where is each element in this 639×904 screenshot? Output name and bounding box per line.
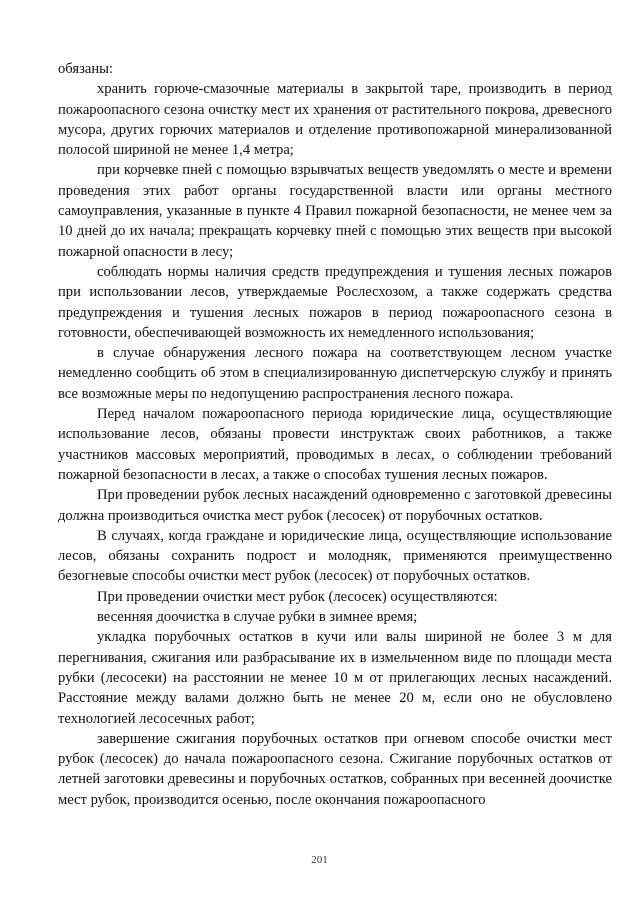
paragraph-fire-detection: в случае обнаружения лесного пожара на соответствующем лесном участке немедленно сообщить об этом в специализированную диспетчерскую службу и принять все возможные меры по недопущению распространения лесного пожара. xyxy=(58,345,612,402)
document-body xyxy=(58,59,612,810)
page-number: 201 xyxy=(311,854,328,866)
paragraph-instruction: Перед началом пожароопасного периода юридические лица, осуществляющие использование лесов, обязаны провести инструктаж своих работников, а также участников массовых мероприятий, проводимых в лесах, о соблюдении требований пожарной безопасности в лесах, а также о способах тушения лесных пожаров. xyxy=(58,406,612,483)
paragraph-residue-piling: укладка порубочных остатков в кучи или валы шириной не более 3 м для перегнивания, сжигания или разбрасывание их в измельченном виде по площади места рубки (лесосеки) на расстоянии не менее 10 м от прилегающих лесных насаждений. Расстояние между валами должно быть не менее 20 м, если оно не обусловлено технологией лесосечных работ; xyxy=(58,629,612,727)
paragraph-cleanup-intro: При проведении очистки мест рубок (лесосек) осуществляются: xyxy=(97,588,498,605)
paragraph-logging-cleanup: При проведении рубок лесных насаждений одновременно с заготовкой древесины должна производиться очистка мест рубок (лесосек) от порубочных остатков. xyxy=(58,487,612,524)
paragraph-intro: обязаны: xyxy=(58,61,113,77)
paragraph-fire-equipment-norms: соблюдать нормы наличия средств предупреждения и тушения лесных пожаров при использовании лесов, утверждаемые Рослесхозом, а также содержать средства предупреждения и тушения лесных пожаров в период пожароопасного сезона в готовности, обеспечивающей возможность их немедленного использования; xyxy=(58,263,612,341)
paragraph-fireless-methods: В случаях, когда граждане и юридические лица, осуществляющие использование лесов, обязаны сохранить подрост и молодняк, применяются преимущественно безогневые способы очистки мест рубок (лесосек) от порубочных остатков. xyxy=(58,527,612,585)
paragraph-burning-completion: завершение сжигания порубочных остатков при огневом способе очистки мест рубок (лесосек) до начала пожароопасного сезона. Сжигание порубочных остатков от летней заготовки древесины и порубочных остатков, собранных при весенней доочистке мест рубок, производится осенью, после окончания пожароопасного xyxy=(58,730,612,808)
paragraph-stump-uprooting: при корчевке пней с помощью взрывчатых веществ уведомлять о месте и времени проведения этих работ органы государственной власти или органы местного самоуправления, указанные в пункте 4 Правил пожарной безопасности, не менее чем за 10 дней до их начала; прекращать корчевку пней с помощью этих веществ при высокой пожарной опасности в лесу; xyxy=(58,162,612,260)
paragraph-fuel-storage: хранить горюче-смазочные материалы в закрытой таре, производить в период пожароопасного сезона очистку мест их хранения от растительного покрова, древесного мусора, других горючих материалов и отделение противопожарной минерализованной полосой шириной не менее 1,4 метра; xyxy=(58,81,612,159)
paragraph-spring-cleanup: весенняя доочистка в случае рубки в зимнее время; xyxy=(97,609,418,626)
